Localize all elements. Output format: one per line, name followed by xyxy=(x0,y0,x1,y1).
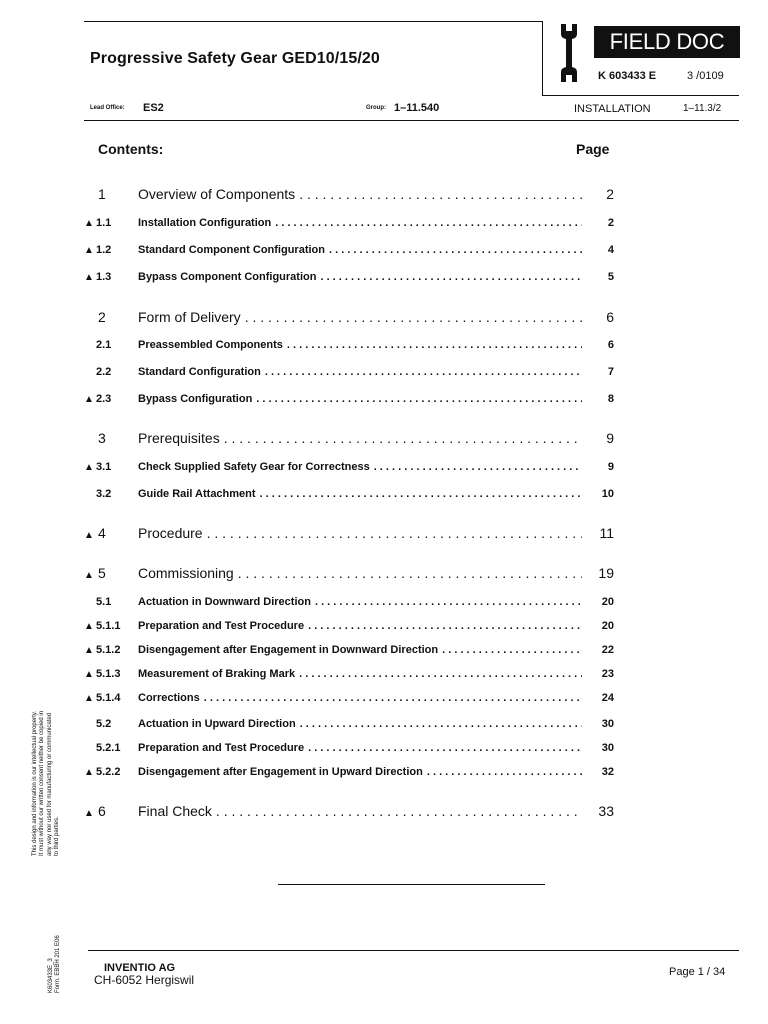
copyright-line: to third parties. xyxy=(54,816,61,856)
toc-page: 20 xyxy=(601,620,614,632)
section-name: INSTALLATION xyxy=(574,103,651,115)
toc-number: 2.1 xyxy=(96,339,112,351)
toc-title: Corrections xyxy=(138,692,200,704)
toc-number: 6 xyxy=(98,803,106,819)
toc-number: 5.1.2 xyxy=(96,644,121,656)
toc-number: 1.1 xyxy=(96,217,112,229)
toc-entry[interactable] xyxy=(84,620,614,632)
form-reference xyxy=(48,913,63,993)
toc-title: Procedure xyxy=(138,525,203,541)
toc-leader xyxy=(265,366,582,378)
toc-title: Standard Configuration xyxy=(138,366,261,378)
copyright-notice xyxy=(32,676,62,856)
toc-entry[interactable] xyxy=(84,186,614,202)
toc-entry[interactable] xyxy=(84,692,614,704)
toc-page: 5 xyxy=(607,271,614,283)
toc-page: 23 xyxy=(601,668,614,680)
header-top-rule xyxy=(84,21,543,22)
change-marker: ▲ xyxy=(84,218,94,229)
wrench-icon xyxy=(558,22,580,84)
toc-title: Standard Component Configuration xyxy=(138,244,325,256)
toc-leader xyxy=(308,620,582,632)
document-edition: 3 /0109 xyxy=(687,70,724,82)
toc-entry[interactable] xyxy=(84,644,614,656)
toc-entry[interactable] xyxy=(84,244,614,256)
toc-title: Measurement of Braking Mark xyxy=(138,668,296,680)
toc-number: 4 xyxy=(98,525,106,541)
field-doc-badge: FIELD DOC xyxy=(594,26,740,58)
toc-leader xyxy=(329,244,582,256)
lead-office-value: ES2 xyxy=(143,102,164,114)
toc-page: 2 xyxy=(606,186,614,202)
change-marker: ▲ xyxy=(84,669,94,680)
toc-number: 5.1.4 xyxy=(96,692,121,704)
toc-leader xyxy=(308,742,582,754)
toc-leader xyxy=(374,461,582,473)
change-marker: ▲ xyxy=(84,530,94,541)
toc-page: 33 xyxy=(598,803,614,819)
toc-number: 5.2.2 xyxy=(96,766,121,778)
toc-entry[interactable] xyxy=(84,742,614,754)
form-line: K603433E_3 xyxy=(48,958,54,993)
toc-page: 10 xyxy=(601,488,614,500)
toc-title: Commissioning xyxy=(138,565,234,581)
toc-number: 5.1.3 xyxy=(96,668,121,680)
toc-number: 1 xyxy=(98,186,106,202)
toc-title: Overview of Components xyxy=(138,186,296,202)
group-value: 1–11.540 xyxy=(394,102,440,114)
toc-page: 30 xyxy=(601,718,614,730)
toc-page: 19 xyxy=(598,565,614,581)
toc-title: Final Check xyxy=(138,803,212,819)
company-address: CH-6052 Hergiswil xyxy=(94,973,195,987)
toc-entry[interactable] xyxy=(84,718,614,730)
toc-page: 7 xyxy=(607,366,614,378)
toc-title: Preparation and Test Procedure xyxy=(138,620,305,632)
copyright-line: any way nor used for manufacturing or communicated xyxy=(46,712,53,856)
header-mid-rule xyxy=(542,95,739,96)
toc-title: Preassembled Components xyxy=(138,339,283,351)
toc-entry[interactable] xyxy=(84,488,614,500)
toc-entry[interactable] xyxy=(84,430,614,446)
toc-entry[interactable] xyxy=(84,596,614,608)
lead-office-label: Lead Office: xyxy=(90,105,125,111)
toc-number: 3 xyxy=(98,430,106,446)
toc-number: 5.1.1 xyxy=(96,620,121,632)
change-marker: ▲ xyxy=(84,462,94,473)
change-marker: ▲ xyxy=(84,245,94,256)
toc-leader xyxy=(300,718,582,730)
toc-leader xyxy=(256,393,582,405)
toc-page: 6 xyxy=(606,309,614,325)
copyright-line: It must without our written consent neither be copied in xyxy=(39,710,46,856)
toc-leader xyxy=(260,488,582,500)
toc-page: 6 xyxy=(607,339,614,351)
toc-entry[interactable] xyxy=(84,525,614,541)
toc-entry[interactable] xyxy=(84,461,614,473)
change-marker: ▲ xyxy=(84,767,94,778)
change-marker: ▲ xyxy=(84,621,94,632)
toc-title: Check Supplied Safety Gear for Correctness xyxy=(138,461,370,473)
change-marker: ▲ xyxy=(84,645,94,656)
toc-title: Disengagement after Engagement in Upward Direction xyxy=(138,766,423,778)
toc-number: 5.2.1 xyxy=(96,742,121,754)
toc-page: 4 xyxy=(607,244,614,256)
toc-number: 5 xyxy=(98,565,106,581)
toc-entry[interactable] xyxy=(84,339,614,351)
toc-number: 5.1 xyxy=(96,596,112,608)
toc-number: 2.3 xyxy=(96,393,112,405)
toc-leader xyxy=(238,565,582,581)
toc-title: Prerequisites xyxy=(138,430,220,446)
toc-entry[interactable] xyxy=(84,271,614,283)
toc-entry[interactable] xyxy=(84,565,614,581)
divider-rule xyxy=(278,884,545,885)
toc-page: 22 xyxy=(601,644,614,656)
toc-page: 2 xyxy=(607,217,614,229)
toc-entry[interactable] xyxy=(84,393,614,405)
toc-number: 1.2 xyxy=(96,244,112,256)
toc-entry[interactable] xyxy=(84,668,614,680)
toc-leader xyxy=(320,271,582,283)
header-bottom-rule xyxy=(84,120,739,121)
toc-leader xyxy=(299,186,582,202)
toc-leader xyxy=(442,644,582,656)
toc-title: Preparation and Test Procedure xyxy=(138,742,305,754)
toc-leader xyxy=(245,309,582,325)
toc-leader xyxy=(204,692,582,704)
toc-leader xyxy=(299,668,582,680)
toc-number: 5.2 xyxy=(96,718,112,730)
toc-title: Disengagement after Engagement in Downward Direction xyxy=(138,644,439,656)
change-marker: ▲ xyxy=(84,394,94,405)
toc-title: Bypass Component Configuration xyxy=(138,271,317,283)
toc-title: Actuation in Upward Direction xyxy=(138,718,296,730)
toc-title: Form of Delivery xyxy=(138,309,241,325)
toc-page: 11 xyxy=(599,525,614,541)
page-indicator: Page 1 / 34 xyxy=(669,966,726,978)
change-marker: ▲ xyxy=(84,570,94,581)
toc-title: Installation Configuration xyxy=(138,217,272,229)
toc-leader xyxy=(315,596,582,608)
toc-entry[interactable] xyxy=(84,366,614,378)
toc-number: 3.2 xyxy=(96,488,112,500)
toc-entry[interactable] xyxy=(84,766,614,778)
toc-entry[interactable] xyxy=(84,217,614,229)
toc-page: 9 xyxy=(607,461,614,473)
copyright-line: This design and information is our intellectual property. xyxy=(32,711,38,856)
toc-title: Actuation in Downward Direction xyxy=(138,596,311,608)
header-right-divider xyxy=(542,21,543,96)
toc-number: 2 xyxy=(98,309,106,325)
toc-leader xyxy=(427,766,582,778)
toc-number: 1.3 xyxy=(96,271,112,283)
toc-number: 3.1 xyxy=(96,461,112,473)
toc-page: 32 xyxy=(601,766,614,778)
contents-heading: Contents: xyxy=(98,141,164,157)
toc-leader xyxy=(207,525,582,541)
toc-leader xyxy=(224,430,582,446)
company-name: INVENTIO AG xyxy=(104,962,176,974)
toc-page: 8 xyxy=(607,393,614,405)
document-title: Progressive Safety Gear GED10/15/20 xyxy=(90,50,380,67)
toc-entry[interactable] xyxy=(84,309,614,325)
toc-leader xyxy=(275,217,582,229)
toc-number: 2.2 xyxy=(96,366,112,378)
change-marker: ▲ xyxy=(84,808,94,819)
footer-rule xyxy=(88,950,739,951)
toc-title: Guide Rail Attachment xyxy=(138,488,256,500)
change-marker: ▲ xyxy=(84,693,94,704)
form-line: Form. EBBH 201 E06 xyxy=(55,935,62,993)
toc-page: 24 xyxy=(601,692,614,704)
toc-leader xyxy=(287,339,582,351)
section-number: 1–11.3/2 xyxy=(683,103,722,114)
toc-leader xyxy=(216,803,582,819)
toc-page: 20 xyxy=(601,596,614,608)
toc-entry[interactable] xyxy=(84,803,614,819)
toc-page: 9 xyxy=(606,430,614,446)
group-label: Group: xyxy=(366,105,386,111)
toc-page: 30 xyxy=(601,742,614,754)
page-column-heading: Page xyxy=(576,141,610,157)
toc-title: Bypass Configuration xyxy=(138,393,253,405)
change-marker: ▲ xyxy=(84,272,94,283)
document-number: K 603433 E xyxy=(598,70,657,82)
